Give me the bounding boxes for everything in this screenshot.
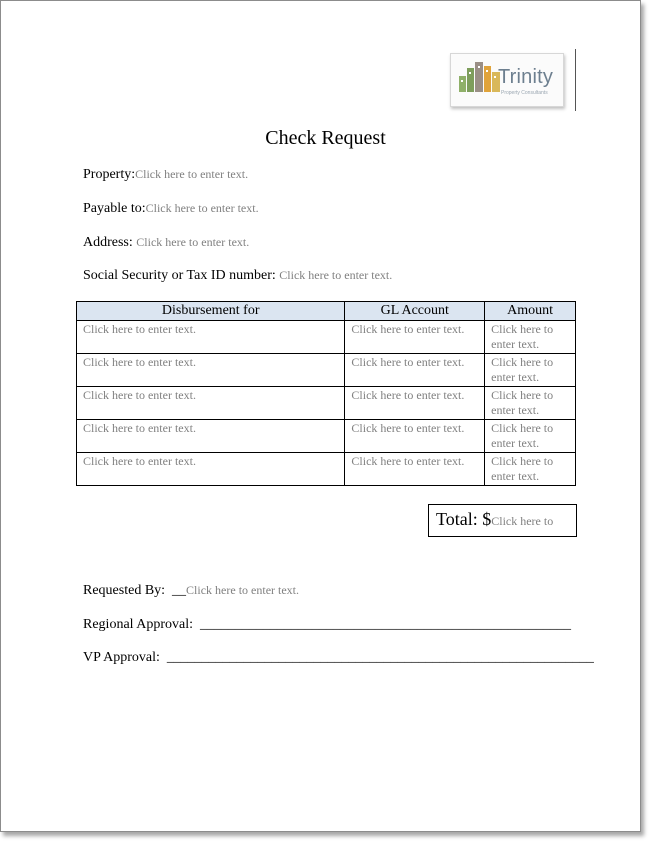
disbursement-table [76,301,576,486]
logo-tagline: Property Consultants [501,90,548,96]
vp-approval-field [83,650,594,666]
regional-approval-line: _____________________________________________________ [200,617,572,632]
disbursement-cell[interactable]: Click here to enter text. [77,453,345,486]
amount-cell[interactable]: Click here to enter text. [485,354,576,387]
total-box [428,504,577,537]
property-field [83,167,248,183]
table-row [77,387,576,420]
tax-id-field [83,268,392,284]
regional-approval-field [83,617,571,633]
disbursement-cell[interactable]: Click here to enter text. [77,420,345,453]
total-label: Total: $ [436,509,492,529]
vp-approval-label: VP Approval: [83,650,167,665]
regional-approval-label: Regional Approval: [83,617,201,632]
amount-cell[interactable]: Click here to enter text. [485,453,576,486]
payable-field [83,201,259,217]
gl-account-cell[interactable]: Click here to enter text. [345,387,485,420]
gl-account-cell[interactable]: Click here to enter text. [345,354,485,387]
gl-account-cell[interactable]: Click here to enter text. [345,420,485,453]
disbursement-cell[interactable]: Click here to enter text. [77,321,345,354]
property-input[interactable]: Click here to enter text. [135,167,249,181]
buildings-logo-icon [457,60,503,92]
logo-divider [575,49,576,111]
requested-by-field [83,583,299,599]
disbursement-cell[interactable]: Click here to enter text. [77,387,345,420]
disbursement-cell[interactable]: Click here to enter text. [77,354,345,387]
table-row [77,420,576,453]
tax-id-input[interactable]: Click here to enter text. [279,268,393,282]
gl-account-cell[interactable]: Click here to enter text. [345,321,485,354]
table-row [77,453,576,486]
table-row [77,321,576,354]
payable-label: Payable to: [83,201,146,216]
header-amount: Amount [485,302,576,321]
requested-by-input[interactable]: Click here to enter text. [186,583,300,597]
address-label: Address: [83,235,137,250]
amount-cell[interactable]: Click here to enter text. [485,321,576,354]
header-gl-account: GL Account [345,302,485,321]
header-disbursement-for: Disbursement for [77,302,345,321]
company-logo [450,53,564,107]
requested-by-label: Requested By: [83,583,173,598]
address-input[interactable]: Click here to enter text. [136,235,250,249]
table-header-row [77,302,576,321]
requested-by-blank: __ [172,583,187,598]
payable-input[interactable]: Click here to enter text. [145,201,259,215]
tax-id-label: Social Security or Tax ID number: [83,268,280,283]
amount-cell[interactable]: Click here to enter text. [485,387,576,420]
vp-approval-line: _____________________________________________________________ [166,650,594,665]
total-input[interactable]: Click here to [491,514,554,528]
amount-cell[interactable]: Click here to enter text. [485,420,576,453]
page-title: Check Request [265,127,386,149]
logo-wordmark: Trinity [498,66,554,88]
table-row [77,354,576,387]
property-label: Property: [83,167,136,182]
address-field [83,235,249,251]
gl-account-cell[interactable]: Click here to enter text. [345,453,485,486]
